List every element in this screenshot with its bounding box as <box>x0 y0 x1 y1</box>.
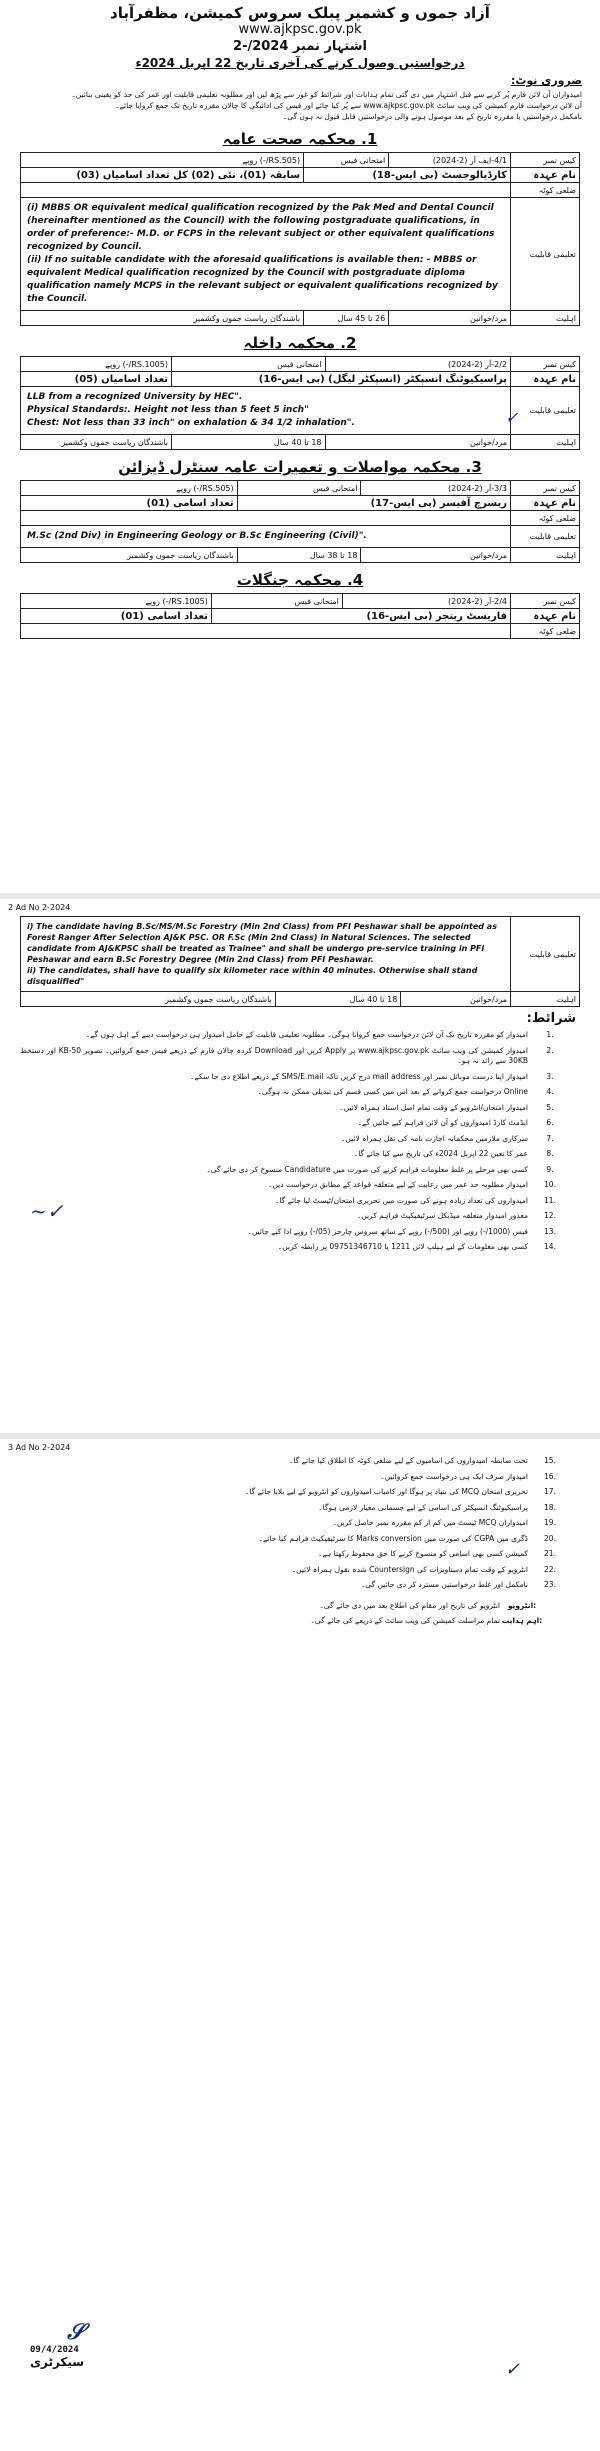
clause-text: عمر کا تعین 22 اپریل 2024ء کی تاریخ سے کیا جائے گا۔ <box>353 1149 528 1158</box>
case-no: 3/3-آر (2-2024) <box>361 481 511 496</box>
clause-number: 12. <box>544 1211 556 1220</box>
clause-number: 7. <box>546 1133 554 1143</box>
fee: (RS.1005/-) روپے <box>21 357 172 372</box>
condition-clause <box>20 1030 572 1041</box>
conditions-title: شرائط: <box>526 1011 576 1026</box>
page-header: 3 Ad No 2-2024 <box>8 1443 71 1452</box>
label-case: کیس نمبر <box>511 594 580 609</box>
clause-text: کسی بھی مرحلے پر غلط معلومات فراہم کرنے کی صورت میں Candidature منسوخ کر دی جائے گی۔ <box>206 1164 528 1174</box>
clause-number: 6. <box>546 1118 554 1127</box>
age: 18 تا 40 سال <box>275 992 401 1007</box>
post-table <box>20 152 580 326</box>
condition-clause <box>20 1072 572 1083</box>
clause-text: تحت ضابطہ امیدواروں کی اسامیوں کے لیے ضلعی کوٹہ کا اطلاق کیا جائے گا۔ <box>288 1456 528 1465</box>
notes <box>20 1601 572 1627</box>
clause-number: 21. <box>544 1549 556 1558</box>
note-text: انٹرویو کی تاریخ اور مقام کی اطلاع بعد میں دی جائے گی۔ <box>319 1600 500 1610</box>
label-fee: امتحانی فیس <box>171 357 325 372</box>
label-post: نام عہدہ <box>511 609 580 624</box>
note-title: انٹرویو: <box>507 1600 537 1610</box>
clause-number: 19. <box>544 1518 556 1527</box>
label-case: کیس نمبر <box>511 357 580 372</box>
age: 18 تا 38 سال <box>237 548 361 563</box>
post-name: پراسیکیوٹنگ انسپکٹر (انسپکٹر لیگل) (بی ایس-16) <box>171 372 510 387</box>
clause-text: انٹرویو کے وقت تمام دستاویزات کی Countersign شدہ نقول ہمراہ لائیں۔ <box>291 1564 528 1574</box>
fee: (RS.505/-) روپے <box>21 481 238 496</box>
condition-clause <box>20 1580 572 1591</box>
label-eligibility: اہلیت <box>511 311 580 326</box>
label-eligibility: اہلیت <box>511 548 580 563</box>
qualification: (i) MBBS OR equivalent medical qualification recognized by the Pak Med and Dental Council (hereinafter mentioned as the Council) with the following postgraduate qualifications, in order of preference:- M.D. or FCPS in the relevant subject or other equivalent qualifications recognized by Council. (ii) If no suitable candidate with the aforesaid qualifications is available then: - MBBS or equivalent Medical qualification recognized by the Council with postgraduate diploma qualification namely MCPS in the relevant subject or equivalent qualifications recognized by the Council. <box>21 198 511 311</box>
domicile: باشندگان ریاست جموں وکشمیر <box>21 435 172 450</box>
condition-clause <box>20 1472 572 1483</box>
clause-number: 4. <box>546 1087 554 1096</box>
clause-text: سرکاری ملازمین محکمانہ اجازت نامہ کی نقل ہمراہ لائیں۔ <box>341 1133 528 1143</box>
clause-number: 9. <box>546 1164 554 1174</box>
label-post: نام عہدہ <box>511 496 580 511</box>
post-table <box>20 593 580 639</box>
notice-para: نامکمل درخواستیں یا مقررہ تاریخ کے بعد موصول ہونے والی درخواستیں قابل قبول نہ ہوں گی۔ <box>282 112 582 121</box>
age: 18 تا 40 سال <box>171 435 325 450</box>
section-title: 3. محکمہ مواصلات و تعمیرات عامہ سنٹرل ڈیزائن <box>118 458 482 476</box>
section-title: 4. محکمہ جنگلات <box>236 571 364 589</box>
fee: (RS.505/-) روپے <box>21 153 304 168</box>
clause-number: 17. <box>544 1487 556 1496</box>
case-no: 2/2-آر (2-2024) <box>325 357 510 372</box>
clause-number: 2. <box>546 1045 554 1055</box>
domicile: باشندگان ریاست جموں وکشمیر <box>21 992 276 1007</box>
website[interactable]: www.ajkpsc.gov.pk <box>238 22 362 37</box>
condition-clause <box>20 1165 572 1176</box>
note-text: تمام مراسلت کمیشن کی ویب سائٹ کے ذریعے کی جائے گی۔ <box>310 1616 500 1625</box>
condition-clause <box>20 1242 572 1253</box>
clause-number: 10. <box>544 1180 556 1189</box>
condition-clause <box>20 1103 572 1114</box>
note-title: اہم ہدایت: <box>501 1616 543 1625</box>
age: 26 تا 45 سال <box>304 311 389 326</box>
page-3 <box>0 1439 600 2451</box>
clause-text: نامکمل اور غلط درخواستیں مسترد کر دی جائیں گی۔ <box>360 1580 528 1589</box>
post-name: ریسرچ آفیسر (بی ایس-17) <box>237 496 510 511</box>
clause-text: کسی بھی معلومات کے لیے ہیلپ لائن 1211 یا 09751346710 پر رابطہ کریں۔ <box>277 1242 528 1251</box>
clause-text: فیس (1000/-) روپے اور (500/-) روپے کے ساتھ سروس چارجز (05/-) روپے ادا کیے جائیں۔ <box>247 1226 528 1236</box>
fee: (RS.1005/-) روپے <box>21 594 212 609</box>
clause-text: ایڈمٹ کارڈ امیدواروں کو آن لائن فراہم کیے جائیں گے۔ <box>357 1118 528 1127</box>
clause-number: 22. <box>544 1564 556 1574</box>
condition-clause <box>20 1487 572 1498</box>
gender: مرد/خواتین <box>389 311 511 326</box>
clause-text: امیدواران MCQ ٹیسٹ میں کم از کم مقررہ نمبر حاصل کریں۔ <box>332 1518 528 1527</box>
notice-para: آن لائن درخواست فارم کمیشن کی ویب سائٹ www.ajkpsc.gov.pk سے پُر کیا جائے اور فیس کی ادائیگی کا چالان مقررہ تاریخ تک جمع کروایا جائے۔ <box>115 101 582 110</box>
signature-date: 09/4/2024 <box>30 2345 79 2355</box>
clause-number: 14. <box>544 1242 556 1251</box>
condition-clause <box>20 1549 572 1560</box>
clause-text: امیدوار کو مقررہ تاریخ تک آن لائن درخواست جمع کروانا ہوگی۔ مطلوبہ تعلیمی قابلیت کے حامل امیدوار ہی درخواست دینے کے اہل ہوں گے۔ <box>85 1030 528 1039</box>
gender: مرد/خواتین <box>401 992 511 1007</box>
page-1 <box>0 0 600 893</box>
page-header: 2 Ad No 2-2024 <box>8 903 71 912</box>
condition-clause <box>20 1180 572 1191</box>
label-case: کیس نمبر <box>511 481 580 496</box>
clause-text: Online درخواست جمع کروانے کے بعد اس میں کسی قسم کی تبدیلی ممکن نہ ہوگی۔ <box>257 1087 528 1096</box>
condition-clause <box>20 1456 572 1467</box>
condition-clause <box>20 1149 572 1160</box>
domicile: باشندگان ریاست جموں وکشمیر <box>21 311 304 326</box>
clause-text: کمیشن کسی بھی اسامی کو منسوخ کرنے کا حق محفوظ رکھتا ہے۔ <box>318 1549 528 1558</box>
clause-text: معذور امیدوار متعلقہ میڈیکل سرٹیفیکیٹ فراہم کریں۔ <box>356 1211 528 1220</box>
signature-image: 𝒮 <box>67 2319 85 2345</box>
clause-number: 18. <box>544 1502 556 1512</box>
post-name: فاریسٹ رینجر (بی ایس-16) <box>211 609 510 624</box>
handwritten-mark: ~✓ <box>30 1199 64 1223</box>
ad-number: اشتہار نمبر 2024/-2 <box>233 39 367 54</box>
condition-clause <box>20 1087 572 1098</box>
clause-text: تحریری امتحان MCQ کی بنیاد پر ہوگا اور کامیاب امیدواروں کو انٹرویو کے لیے بلایا جائے گا۔ <box>244 1487 528 1496</box>
notice-para: امیدواران آن لائن فارم پُر کرنے سے قبل اشتہار میں دی گئی تمام ہدایات اور شرائط کو غور سے پڑھ لیں اور مطلوبہ تعلیمی قابلیت اور عمر کی حد کو یقینی بنائیں۔ <box>71 90 582 99</box>
seats: تعداد اسامی (01) <box>21 496 238 511</box>
clause-number: 23. <box>544 1580 556 1589</box>
label-fee: امتحانی فیس <box>237 481 361 496</box>
gender: مرد/خواتین <box>361 548 511 563</box>
signature-block <box>30 2319 84 2369</box>
clause-text: امیدوار امتحان/انٹرویو کے وقت تمام اصل اسناد ہمراہ لائیں۔ <box>339 1102 528 1112</box>
condition-clause <box>20 1211 572 1222</box>
label-case: کیس نمبر <box>511 153 580 168</box>
label-district: ضلعی کوٹہ <box>511 183 580 198</box>
condition-clause <box>20 1565 572 1576</box>
condition-clause <box>20 1503 572 1514</box>
clause-number: 13. <box>544 1226 556 1236</box>
condition-clause <box>20 1196 572 1207</box>
clause-text: ڈگری میں CGPA کی صورت میں Marks conversion کا سرٹیفیکیٹ فراہم کیا جائے۔ <box>258 1533 528 1543</box>
condition-clause <box>20 1134 572 1145</box>
clause-number: 1. <box>546 1030 554 1039</box>
post-table <box>20 916 580 1007</box>
clause-text: امیدوار اپنا درست موبائل نمبر اور mail address درج کریں تاکہ SMS/E.mail کے ذریعے اطلاع دی جا سکے۔ <box>190 1071 528 1081</box>
clause-text: امیدوار مطلوبہ حد عمر میں رعایت کے لیے متعلقہ قواعد کے مطابق درخواست دیں۔ <box>268 1180 528 1189</box>
deadline: درخواستیں وصول کرنے کی آخری تاریخ 22 اپریل 2024ء <box>135 56 465 70</box>
seats: تعداد اسامی (01) <box>21 609 212 624</box>
clause-number: 3. <box>546 1071 554 1081</box>
seats: سابقہ (01)، نئی (02) کل تعداد اسامیاں (03) <box>21 168 304 183</box>
section-title: 2. محکمہ داخلہ <box>243 334 357 352</box>
clause-number: 8. <box>546 1149 554 1158</box>
gender: مرد/خواتین <box>325 435 510 450</box>
label-qual: تعلیمی قابلیت <box>511 198 580 311</box>
section-title: 1. محکمہ صحت عامہ <box>222 130 378 148</box>
org-name: آزاد جموں و کشمیر پبلک سروس کمیشن، مظفرآباد <box>110 4 490 22</box>
notice-title: ضروری نوٹ: <box>510 74 582 87</box>
case-no: 2/4-آر (2-2024) <box>342 594 510 609</box>
clause-number: 16. <box>544 1471 556 1481</box>
condition-clause <box>20 1046 572 1067</box>
condition-clause <box>20 1534 572 1545</box>
condition-clause <box>20 1118 572 1129</box>
post-name: کارڈیالوجسٹ (بی ایس-18) <box>304 168 511 183</box>
initials-mark: ✓ <box>505 408 519 427</box>
label-eligibility: اہلیت <box>511 992 580 1007</box>
label-district: ضلعی کوٹہ <box>511 511 580 526</box>
conditions-list <box>0 1030 600 1253</box>
label-post: نام عہدہ <box>511 372 580 387</box>
post-table <box>20 356 580 450</box>
label-qual: تعلیمی قابلیت <box>511 526 580 548</box>
qualification: M.Sc (2nd Div) in Engineering Geology or B.Sc Engineering (Civil)". <box>21 526 511 548</box>
clause-text: پراسیکیوٹنگ انسپکٹر کی اسامی کے لیے جسمانی معیار لازمی ہوگا۔ <box>318 1502 528 1512</box>
label-qual: تعلیمی قابلیت <box>511 917 580 992</box>
conditions-list <box>0 1456 600 1591</box>
clause-number: 15. <box>544 1456 556 1465</box>
condition-clause <box>20 1227 572 1238</box>
label-qual: تعلیمی قابلیت <box>511 387 580 435</box>
signature-title: سیکرٹری <box>30 2355 85 2369</box>
label-fee: امتحانی فیس <box>304 153 389 168</box>
domicile: باشندگان ریاست جموں وکشمیر <box>21 548 238 563</box>
case-no: 4/1-ایف آر (2-2024) <box>389 153 511 168</box>
clause-text: امیدواروں کی تعداد زیادہ ہونے کی صورت میں تحریری امتحان/ٹیسٹ لیا جائے گا۔ <box>274 1195 528 1205</box>
clause-text: امیدوار صرف ایک ہی درخواست جمع کروائیں۔ <box>380 1471 528 1481</box>
clause-number: 11. <box>544 1195 556 1205</box>
clause-number: 20. <box>544 1533 556 1543</box>
label-fee: امتحانی فیس <box>211 594 342 609</box>
seats: تعداد اسامیاں (05) <box>21 372 172 387</box>
qualification: i) The candidate having B.Sc/MS/M.Sc Forestry (Min 2nd Class) from PFI Peshawar shall be appointed as Forest Ranger After Selection AJ&K PSC. OR F.Sc (Min 2nd Class) in Natural Sciences. The selected candidate from AJ&KPSC shall be treated as Trainee" and shall be undergo pre-service training in PFI Peshawar and earn B.Sc Forestry Degree (Min 2nd Class) from PFI Peshawar. ii) The candidates, shall have to qualify six kilometer race within 40 minutes. Otherwise shall stand disqualified" <box>21 917 511 992</box>
condition-clause <box>20 1518 572 1529</box>
initials-mark: ✓ <box>505 2359 521 2380</box>
label-district: ضلعی کوٹہ <box>511 624 580 639</box>
qualification: LLB from a recognized University by HEC". Physical Standards:. Height not less than 5 feet 5 inch" Chest: Not less than 33 inch" on exhalation & 34 1/2 inhalation". <box>21 387 511 435</box>
label-post: نام عہدہ <box>511 168 580 183</box>
clause-number: 5. <box>546 1102 554 1112</box>
label-eligibility: اہلیت <box>511 435 580 450</box>
page-2 <box>0 899 600 1433</box>
clause-text: امیدوار کمیشن کی ویب سائٹ www.ajkpsc.gov.pk پر Apply کریں اور Download کردہ چالان فارم کے ذریعے فیس جمع کروائیں۔ تصویر 50-KB اور دستخط 30KB سے زائد نہ ہو۔ <box>20 1045 528 1065</box>
post-table <box>20 480 580 563</box>
